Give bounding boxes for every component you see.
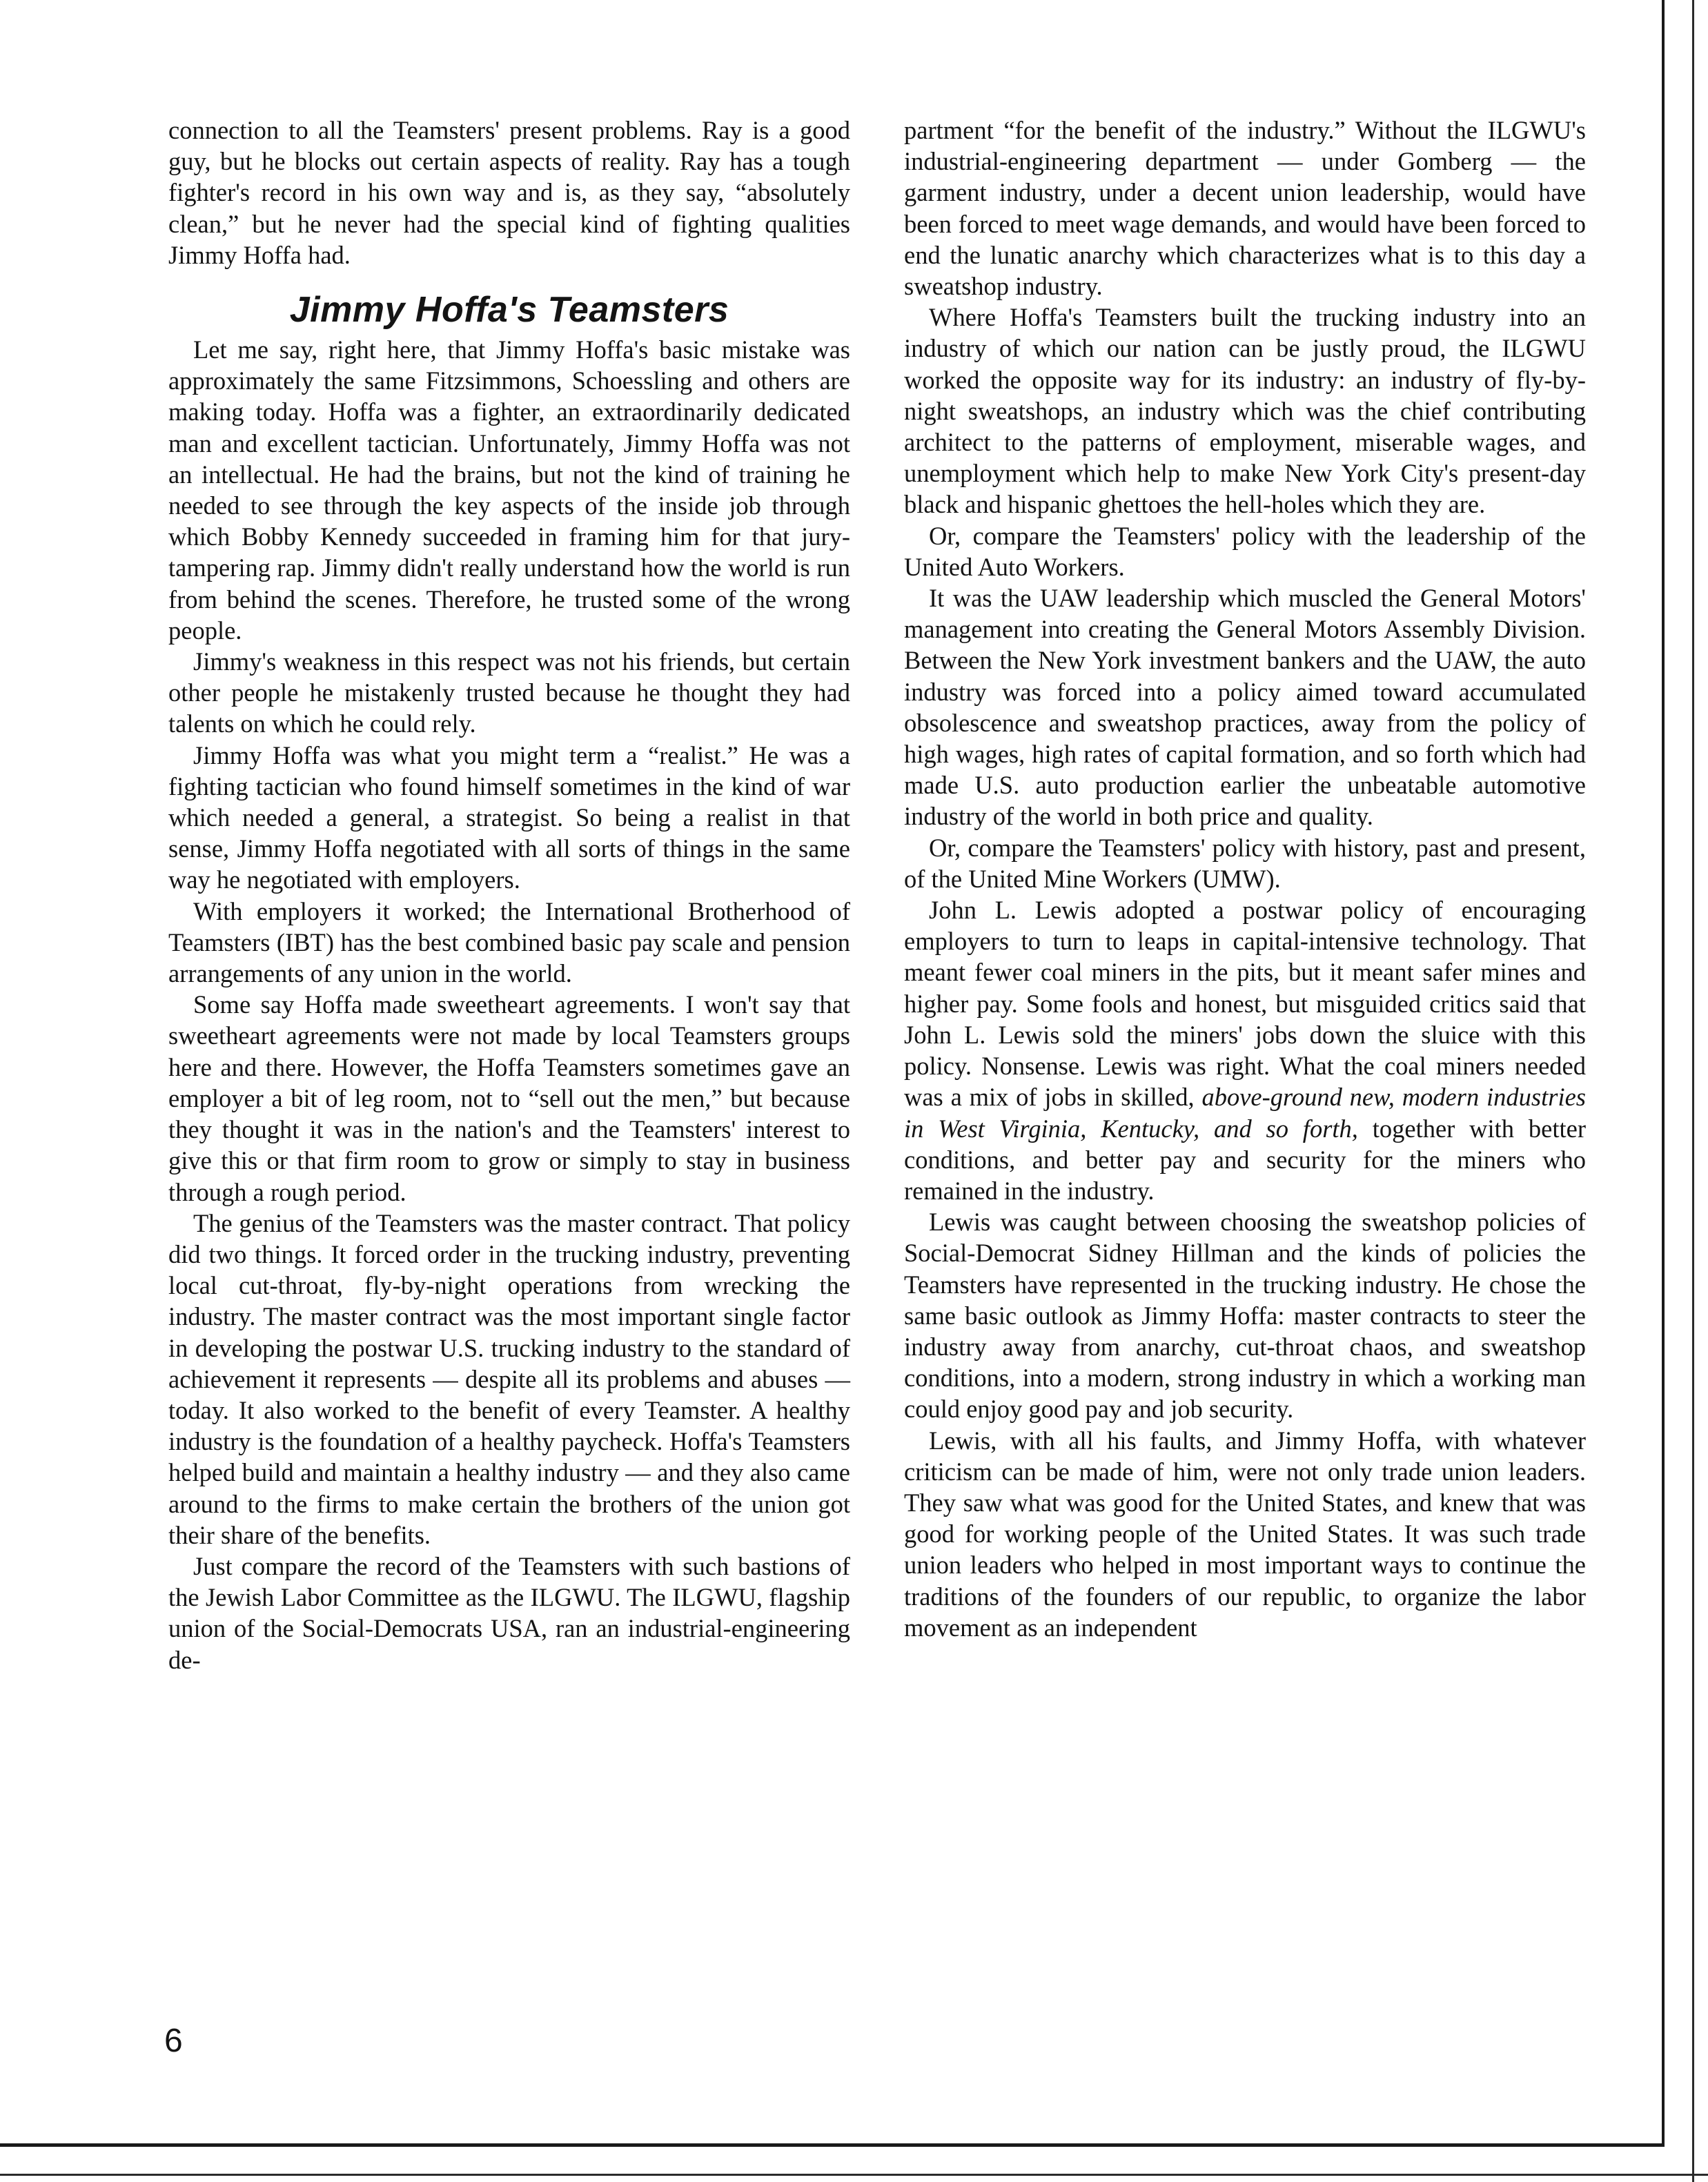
- paragraph: Just compare the record of the Teamsters with such bastions of the Jewish Labor Committee as the ILGWU. The ILGWU, flagship union of the Social-Democrats USA, ran an industrial-engineering de-: [168, 1551, 850, 1674]
- paragraph: The genius of the Teamsters was the master contract. That policy did two things. It forced order in the trucking industry, preventing local cut-throat, fly-by-night operations from wrecking the industry. The master contract was the most important single factor in developing the postwar U.S. trucking industry to the standard of achievement it represents — despite all its problems and abuses — today. It also worked to the benefit of every Teamster. A healthy industry is the foundation of a healthy paycheck. Hoffa's Teamsters helped build and maintain a healthy industry — and they also came around to the firms to make certain the brothers of the union got their share of the benefits.: [168, 1208, 850, 1549]
- paragraph: With employers it worked; the International Brotherhood of Teamsters (IBT) has the best combined basic pay scale and pension arrangements of any union in the world.: [168, 896, 850, 988]
- paragraph: Or, compare the Teamsters' policy with the leadership of the United Auto Workers.: [904, 521, 1586, 581]
- paragraph: It was the UAW leadership which muscled the General Motors' management into creating the General Motors Assembly Division. Between the New York investment bankers and the UAW, the auto industry was forced into a policy aimed toward accumulated obsolescence and sweatshop practices, away from the policy of high wages, high rates of capital formation, and so forth which had made U.S. auto production earlier the unbeatable automotive industry of the world in both price and quality.: [904, 584, 1586, 831]
- scan-edge-bottom: [0, 2174, 1708, 2176]
- paragraph: partment “for the benefit of the industry.” Without the ILGWU's industrial-engineering department — under Gomberg — the garment industry, under a decent union leadership, would have been forced to meet wage demands, and would have been forced to end the lunatic anarchy which characterizes what is to this day a sweatshop industry.: [904, 116, 1586, 301]
- page-border-bottom: [0, 2143, 1665, 2147]
- paragraph-text: together with better conditions, and better pay and security for the miners who remained in the industry.: [904, 1114, 1586, 1205]
- paragraph: [904, 894, 1586, 1206]
- paragraph: Jimmy Hoffa was what you might term a “realist.” He was a fighting tactician who found himself sometimes in the kind of war which needed a general, a strategist. So being a realist in that sense, Jimmy Hoffa negotiated with all sorts of things in the same way he negotiated with employers.: [168, 740, 850, 894]
- left-column: [168, 115, 850, 1675]
- paragraph: Jimmy's weakness in this respect was not his friends, but certain other people he mistakenly trusted because he thought they had talents on which he could rely.: [168, 647, 850, 738]
- paragraph: Lewis was caught between choosing the sweatshop policies of Social-Democrat Sidney Hillman and the kinds of policies the Teamsters have represented in the trucking industry. He chose the same basic outlook as Jimmy Hoffa: master contracts to steer the industry away from anarchy, cut-throat chaos, and sweatshop conditions, into a modern, strong industry in which a working man could enjoy good pay and job security.: [904, 1208, 1586, 1424]
- paragraph: Lewis, with all his faults, and Jimmy Hoffa, with whatever criticism can be made of him, were not only trade union leaders. They saw what was good for the United States, and knew that was good for working people of the United States. It was such trade union leaders who helped in most important ways to continue the traditions of the founders of our republic, to organize the labor movement as an independent: [904, 1426, 1586, 1642]
- scan-edge-right: [1692, 0, 1694, 2182]
- paragraph: connection to all the Teamsters' present problems. Ray is a good guy, but he blocks out certain aspects of reality. Ray has a tough fighter's record in his own way and is, as they say, “absolutely clean,” but he never had the special kind of fighting qualities Jimmy Hoffa had.: [168, 116, 850, 269]
- paragraph: Some say Hoffa made sweetheart agreements. I won't say that sweetheart agreements were not made by local Teamsters groups here and there. However, the Hoffa Teamsters sometimes gave an employer a bit of leg room, not to “sell out the men,” but because they thought it was in the nation's and the Teamsters' interest to give this or that firm room to grow or simply to stay in business through a rough period.: [168, 990, 850, 1206]
- paragraph-text: John L. Lewis adopted a postwar policy of encouraging employers to turn to leaps in capital-intensive technology. That meant fewer coal miners in the pits, but it meant safer mines and higher pay. Some fools and honest, but misguided critics said that John L. Lewis sold the miners' jobs down the sluice with this policy. Nonsense. Lewis was right. What the coal miners needed was a mix of jobs in skilled,: [904, 896, 1586, 1112]
- page-border-right: [1662, 0, 1665, 2145]
- paragraph: Where Hoffa's Teamsters built the trucking industry into an industry of which our nation can be justly proud, the ILGWU worked the opposite way for its industry: an industry of fly-by-night sweatshops, an industry which was the chief contributing architect to the patterns of employment, miserable wages, and unemployment which help to make New York City's present-day black and hispanic ghettoes the hell-holes which they are.: [904, 303, 1586, 519]
- page-number: 6: [164, 2023, 183, 2059]
- paragraph: Let me say, right here, that Jimmy Hoffa's basic mistake was approximately the same Fitzsimmons, Schoessling and others are making today. Hoffa was a fighter, an extraordinarily dedicated man and excellent tactician. Unfortunately, Jimmy Hoffa was not an intellectual. He had the brains, but not the kind of training he needed to see through the key aspects of the inside job through which Bobby Kennedy succeeded in framing him for that jury-tampering rap. Jimmy didn't really understand how the world is run from behind the scenes. Therefore, he trusted some of the wrong people.: [168, 335, 850, 645]
- paragraph: Or, compare the Teamsters' policy with history, past and present, of the United Mine Workers (UMW).: [904, 833, 1586, 893]
- emphasized-text: above-ground new, modern industries in West Virginia, Kentucky, and so forth,: [904, 1083, 1586, 1143]
- right-column: [904, 115, 1586, 1643]
- section-heading: Jimmy Hoffa's Teamsters: [289, 290, 729, 331]
